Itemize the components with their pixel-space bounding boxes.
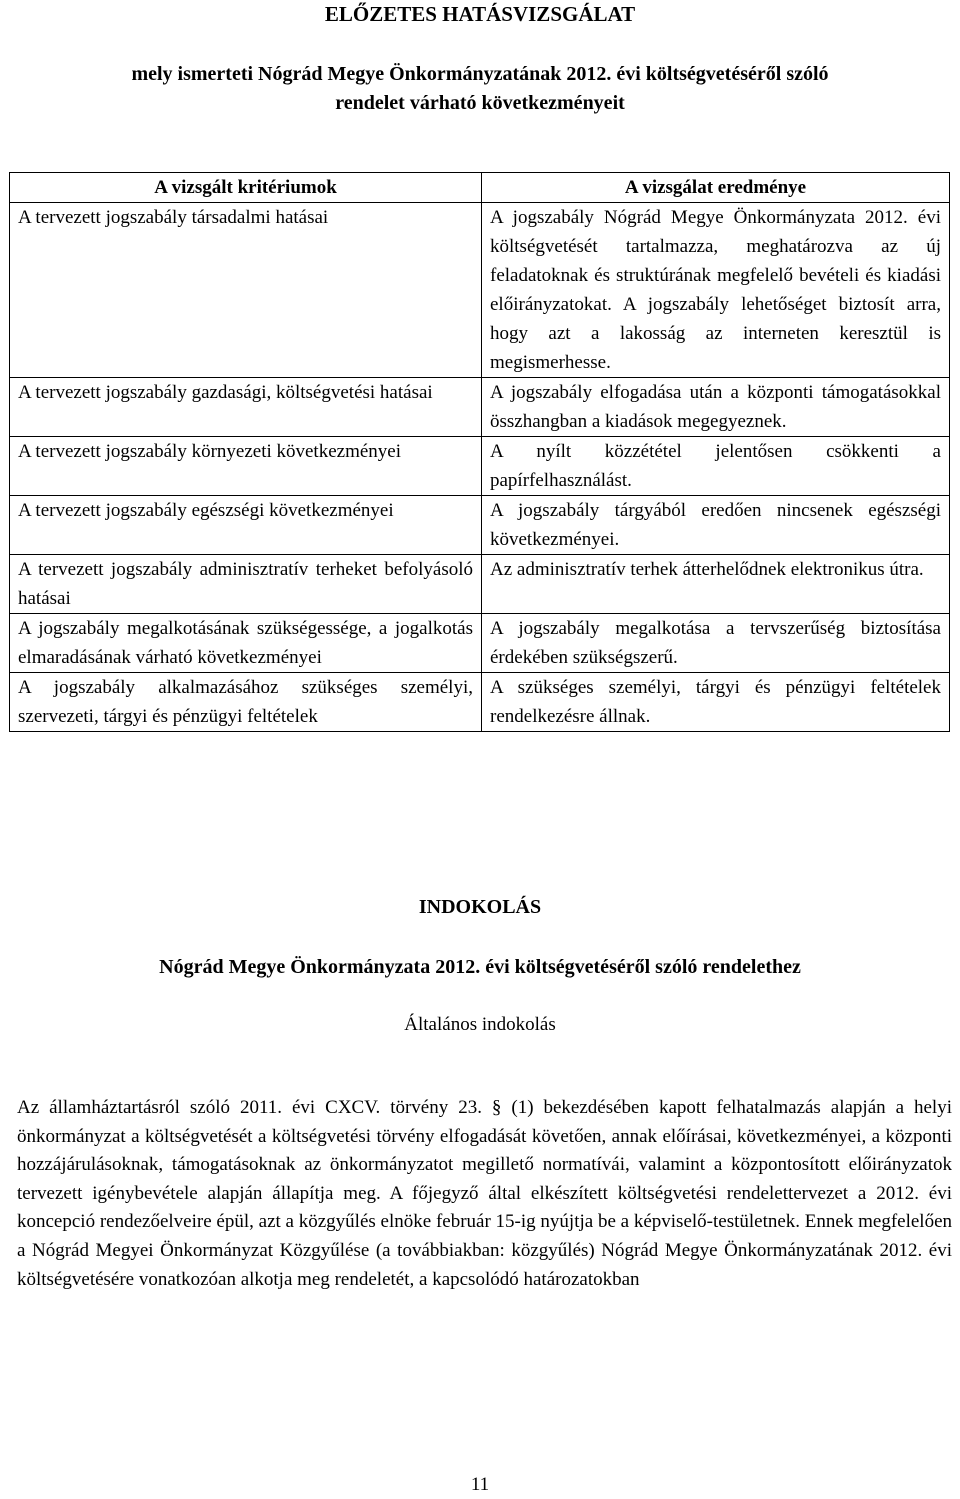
table-row: [10, 437, 950, 496]
table-row: [10, 496, 950, 555]
criterion-cell: A tervezett jogszabály gazdasági, költségvetési hatásai: [10, 378, 482, 437]
criterion-cell: A tervezett jogszabály adminisztratív terheket befolyásoló hatásai: [10, 555, 482, 614]
table-header-row: [10, 173, 950, 203]
table-row: [10, 673, 950, 732]
justification-paragraph: Az államháztartásról szóló 2011. évi CXCV. törvény 23. § (1) bekezdésében kapott felhatalmazás alapján a helyi önkormányzat a költségvetését a költségvetési törvény elfogadását követően, annak előírásai, következményei, a központi hozzájárulásoknak, támogatásoknak az önkormányzatot megillető normatívái, valamint a központosított előirányzatok tervezett igénybevétele alapján állapítja meg. A főjegyző által elkészített költségvetési rendelettervezet a 2012. évi koncepció rendezőelveire épül, azt a közgyűlés elnöke február 15-ig nyújtja be a képviselő-testületnek. Ennek megfelelően a Nógrád Megyei Önkormányzat Közgyűlése (a továbbiakban: közgyűlés) Nógrád Megye Önkormányzatának 2012. évi költségvetésére vonatkozóan alkotja meg rendeletét, a kapcsolódó határozatokban: [17, 1097, 952, 1290]
criterion-cell: A tervezett jogszabály egészségi következményei: [10, 496, 482, 555]
result-cell: A jogszabály elfogadása után a központi támogatásokkal összhangban a kiadások megegyeznek.: [482, 378, 950, 437]
header-result: A vizsgálat eredménye: [482, 173, 950, 203]
criterion-cell: A tervezett jogszabály környezeti következményei: [10, 437, 482, 496]
document-subtitle: [0, 60, 960, 118]
table-row: [10, 378, 950, 437]
justification-section-heading: Általános indokolás: [404, 1014, 556, 1035]
justification-subtitle: Nógrád Megye Önkormányzata 2012. évi költségvetéséről szóló rendelethez: [159, 956, 801, 978]
result-cell: A jogszabály tárgyából eredően nincsenek egészségi következményei.: [482, 496, 950, 555]
document-title: ELŐZETES HATÁSVIZSGÁLAT: [324, 2, 636, 26]
justification-title: INDOKOLÁS: [418, 896, 542, 918]
subtitle-line-1: mely ismerteti Nógrád Megye Önkormányzatának 2012. évi költségvetéséről szóló: [131, 63, 829, 85]
result-cell: A nyílt közzététel jelentősen csökkenti a papírfelhasználást.: [482, 437, 950, 496]
subtitle-line-2: rendelet várható következményeit: [335, 92, 625, 114]
table-row: [10, 555, 950, 614]
criterion-cell: A jogszabály megalkotásának szükségessége, a jogalkotás elmaradásának várható következményei: [10, 614, 482, 673]
table-row: [10, 614, 950, 673]
header-criteria: A vizsgált kritériumok: [10, 173, 482, 203]
table-row: [10, 203, 950, 378]
result-cell: A jogszabály megalkotása a tervszerűség biztosítása érdekében szükségszerű.: [482, 614, 950, 673]
result-cell: A jogszabály Nógrád Megye Önkormányzata 2012. évi költségvetését tartalmazza, meghatározva az új feladatoknak és struktúrának megfelelő bevételi és kiadási előirányzatokat. A jogszabály lehetőséget biztosít arra, hogy azt a lakosság az interneten keresztül is megismerhesse.: [482, 203, 950, 378]
criterion-cell: A jogszabály alkalmazásához szükséges személyi, szervezeti, tárgyi és pénzügyi feltételek: [10, 673, 482, 732]
criterion-cell: A tervezett jogszabály társadalmi hatásai: [10, 203, 482, 378]
page-number: 11: [470, 1474, 490, 1495]
result-cell: Az adminisztratív terhek átterhelődnek elektronikus útra.: [482, 555, 950, 614]
result-cell: A szükséges személyi, tárgyi és pénzügyi feltételek rendelkezésre állnak.: [482, 673, 950, 732]
impact-assessment-table: [9, 172, 950, 732]
